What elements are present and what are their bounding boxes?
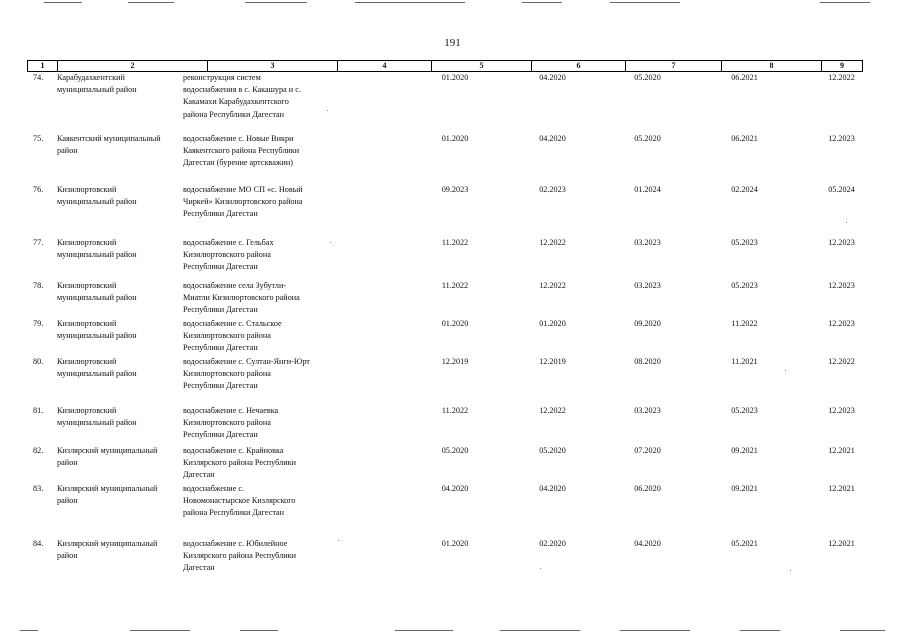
date-col-7: 06.2020 [634, 484, 661, 493]
date-col-9: 12.2022 [828, 73, 855, 82]
project-cell: водоснабжение с. Султан-Янги-Юрт Кизилюртовского района Республики Дагестан [183, 357, 310, 391]
date-col-7: 05.2020 [634, 134, 661, 143]
col-header-1: 1 [27, 61, 57, 71]
date-col-8: 06.2021 [731, 73, 758, 82]
date-col-9: 12.2021 [828, 484, 855, 493]
project-cell: водоснабжение с. Нечаевка Кизилюртовского района Республики Дагестан [183, 406, 279, 440]
date-col-6: 01.2020 [539, 319, 566, 328]
date-col-8: 11.2022 [731, 319, 758, 328]
date-col-5: 11.2022 [441, 281, 469, 290]
col-header-6: 6 [531, 61, 625, 71]
project-cell: водоснабжение с. Новомонастырское Кизлярского района Республики Дагестан [183, 484, 296, 518]
date-col-5: 01.2020 [441, 539, 469, 548]
date-col-8: 05.2023 [731, 406, 758, 415]
district-cell: Кизилюртовский муниципальный район [57, 281, 137, 303]
date-col-5: 01.2020 [441, 134, 469, 143]
date-col-5: 11.2022 [441, 238, 469, 247]
col-header-7: 7 [625, 61, 721, 71]
date-col-5: 12.2019 [441, 357, 469, 366]
date-col-6: 04.2020 [539, 484, 566, 493]
date-col-7: 09.2020 [634, 319, 661, 328]
date-col-9: 12.2023 [828, 281, 855, 290]
row-number: 81. [33, 406, 44, 415]
date-col-7: 05.2020 [634, 73, 661, 82]
district-cell: Кизилюртовский муниципальный район [57, 238, 137, 260]
col-header-2: 2 [57, 61, 207, 71]
district-cell: Карабудахкентский муниципальный район [57, 73, 137, 95]
row-number: 79. [33, 319, 44, 328]
row-number: 84. [33, 539, 44, 548]
project-cell: водоснабжение с. Гельбах Кизилюртовского района Республики Дагестан [183, 238, 274, 272]
date-col-8: 05.2023 [731, 281, 758, 290]
date-col-9: 12.2023 [828, 319, 855, 328]
date-col-8: 06.2021 [731, 134, 758, 143]
date-col-5: 09.2023 [441, 185, 469, 194]
district-cell: Кизилюртовский муниципальный район [57, 319, 137, 341]
row-number: 78. [33, 281, 44, 290]
col-header-8: 8 [721, 61, 821, 71]
row-number: 74. [33, 73, 44, 82]
date-col-6: 04.2020 [539, 134, 566, 143]
row-number: 75. [33, 134, 44, 143]
district-cell: Кизлярский муниципальный район [57, 539, 158, 561]
project-cell: водоснабжение с. Стальское Кизилюртовского района Республики Дагестан [183, 319, 282, 353]
date-col-7: 08.2020 [634, 357, 661, 366]
date-col-9: 12.2023 [828, 134, 855, 143]
row-number: 82. [33, 446, 44, 455]
district-cell: Кизлярский муниципальный район [57, 446, 158, 468]
date-col-8: 09.2021 [731, 484, 758, 493]
date-col-7: 03.2023 [634, 281, 661, 290]
date-col-6: 12.2019 [539, 357, 566, 366]
date-col-5: 04.2020 [441, 484, 469, 493]
col-header-9: 9 [821, 61, 863, 71]
project-cell: водоснабжение с. Юбилейное Кизлярского района Республики Дагестан [183, 539, 296, 573]
date-col-9: 05.2024 [828, 185, 855, 194]
col-header-4: 4 [337, 61, 431, 71]
district-cell: Каякентский муниципальный район [57, 134, 161, 156]
page-number: 191 [444, 37, 461, 49]
date-col-9: 12.2023 [828, 238, 855, 247]
col-header-5: 5 [431, 61, 531, 71]
date-col-6: 02.2023 [539, 185, 566, 194]
date-col-6: 05.2020 [539, 446, 566, 455]
date-col-5: 05.2020 [441, 446, 469, 455]
district-cell: Кизлярский муниципальный район [57, 484, 158, 506]
date-col-6: 02.2020 [539, 539, 566, 548]
date-col-5: 11.2022 [441, 406, 469, 415]
row-number: 77. [33, 238, 44, 247]
date-col-8: 11.2021 [731, 357, 758, 366]
date-col-9: 12.2021 [828, 539, 855, 548]
date-col-6: 12.2022 [539, 281, 566, 290]
date-col-7: 07.2020 [634, 446, 661, 455]
date-col-6: 12.2022 [539, 406, 566, 415]
date-col-5: 01.2020 [441, 73, 469, 82]
date-col-8: 09.2021 [731, 446, 758, 455]
project-cell: реконструкция систем водоснабжения в с. Какашура и с. Какамахи Карабудахкентского района Республики Дагестан [183, 73, 301, 119]
date-col-6: 12.2022 [539, 238, 566, 247]
date-col-8: 02.2024 [731, 185, 758, 194]
date-col-7: 03.2023 [634, 406, 661, 415]
row-number: 80. [33, 357, 44, 366]
date-col-7: 03.2023 [634, 238, 661, 247]
date-col-7: 01.2024 [634, 185, 661, 194]
date-col-9: 12.2022 [828, 357, 855, 366]
col-header-3: 3 [207, 61, 337, 71]
date-col-8: 05.2023 [731, 238, 758, 247]
table-header [27, 60, 863, 72]
row-number: 76. [33, 185, 44, 194]
row-number: 83. [33, 484, 44, 493]
date-col-9: 12.2021 [828, 446, 855, 455]
project-cell: водоснабжение с. Крайновка Кизлярского района Республики Дагестан [183, 446, 296, 480]
district-cell: Кизилюртовский муниципальный район [57, 406, 137, 428]
project-cell: водоснабжение села Зубутли-Миатли Кизилюртовского района Республики Дагестан [183, 281, 300, 315]
date-col-6: 04.2020 [539, 73, 566, 82]
date-col-9: 12.2023 [828, 406, 855, 415]
date-col-5: 01.2020 [441, 319, 469, 328]
project-cell: водоснабжение МО СП «с. Новый Чиркей» Кизилюртовского района Республики Дагестан [183, 185, 303, 219]
district-cell: Кизилюртовский муниципальный район [57, 357, 137, 379]
project-cell: водоснабжение с. Новые Викри Каякентского района Республики Дагестан (бурение артскважин) [183, 134, 300, 168]
date-col-7: 04.2020 [634, 539, 661, 548]
date-col-8: 05.2021 [731, 539, 758, 548]
district-cell: Кизилюртовский муниципальный район [57, 185, 137, 207]
